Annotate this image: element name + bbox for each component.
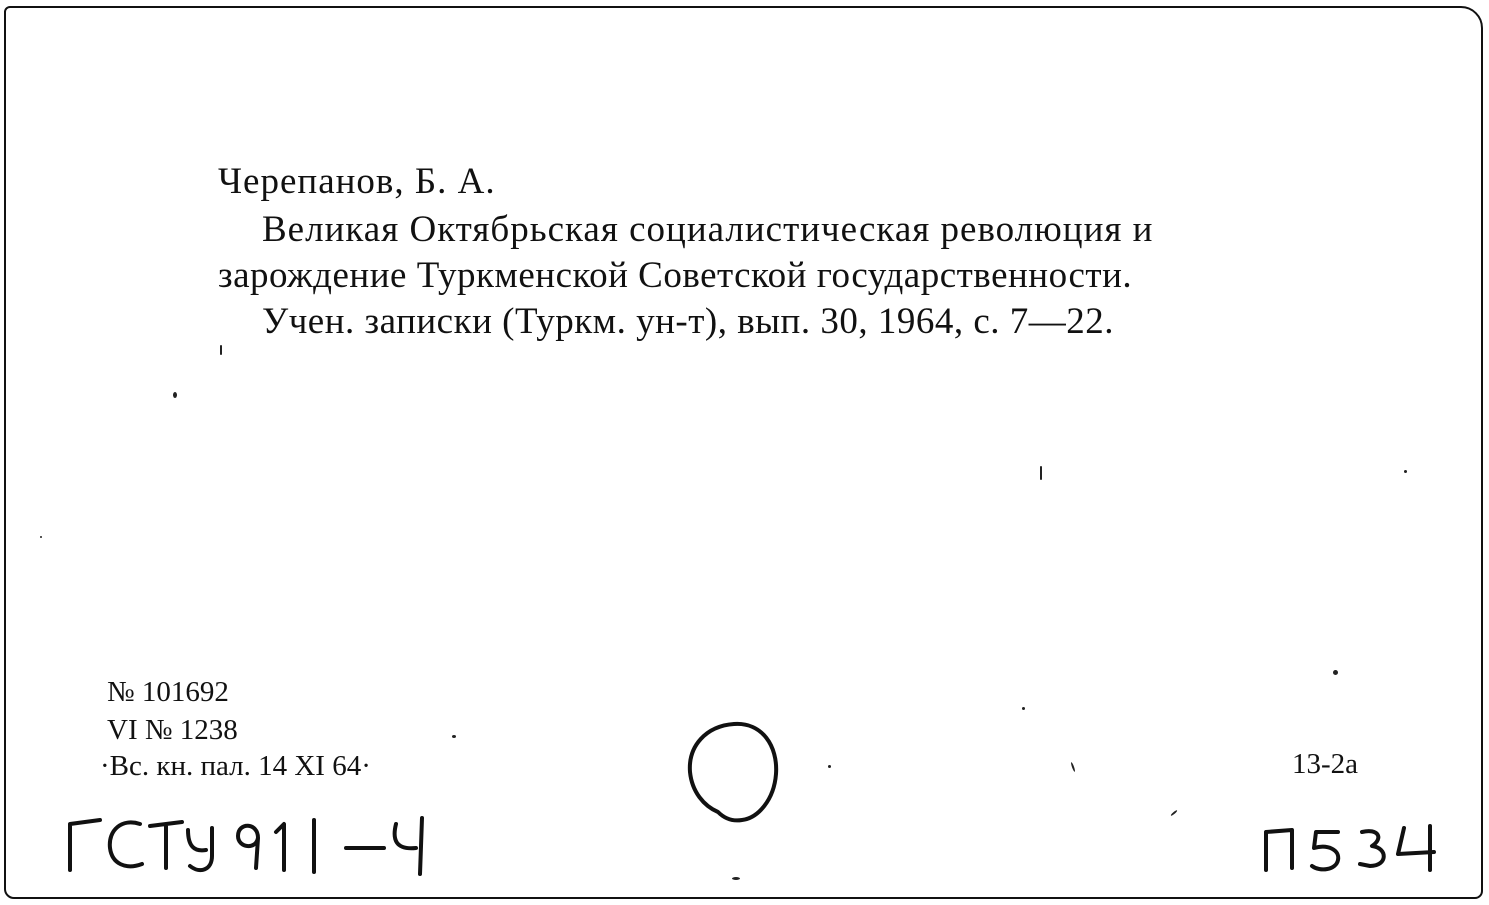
scan-speck (732, 877, 740, 880)
scan-speck (220, 345, 222, 355)
scan-speck (452, 735, 456, 738)
handwritten-left-mark (62, 810, 432, 876)
classification-code: 13-2а (1292, 748, 1359, 780)
scan-speck (1040, 466, 1042, 480)
handwritten-right-mark (1258, 820, 1448, 876)
circle-stamp-mark (682, 716, 786, 832)
scan-speck (1404, 470, 1407, 473)
register-date: ·Вс. кн. пал. 14 XI 64· (100, 750, 371, 782)
inventory-number: VI № 1238 (107, 714, 238, 746)
title-line-1: Великая Октябрьская социалистическая революция и (262, 209, 1154, 250)
scan-speck (1022, 707, 1025, 710)
author-line: Черепанов, Б. А. (218, 161, 496, 202)
scan-speck (173, 392, 177, 398)
accession-number: № 101692 (107, 676, 229, 708)
scan-speck (828, 765, 831, 768)
source-line: Учен. записки (Туркм. ун-т), вып. 30, 1964, с. 7—22. (262, 301, 1115, 342)
scan-speck (40, 536, 42, 538)
title-line-2: зарождение Туркменской Советской государственности. (218, 255, 1133, 296)
scan-speck (1333, 670, 1338, 675)
